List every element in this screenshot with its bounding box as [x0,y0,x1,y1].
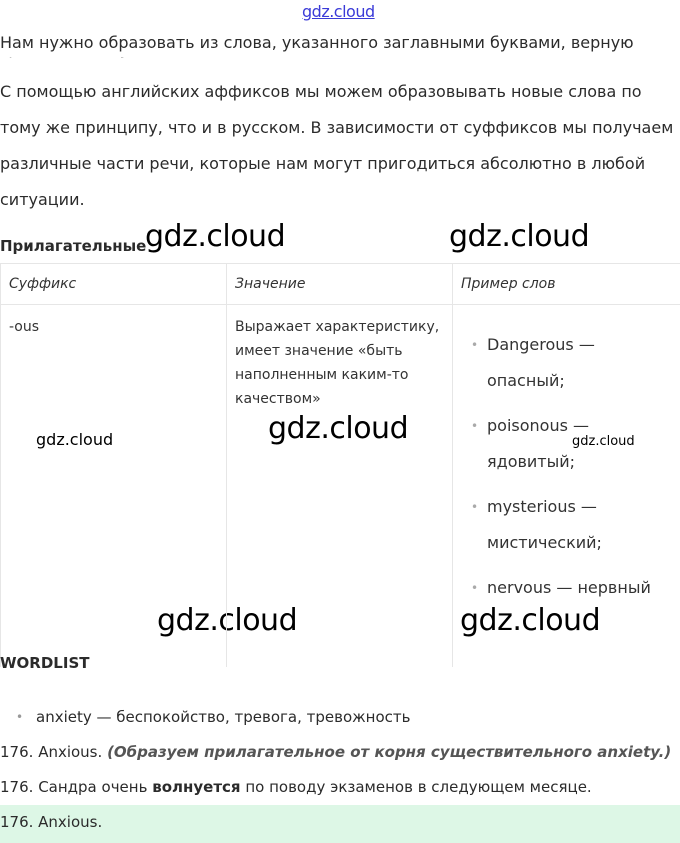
watermark: gdz.cloud [145,219,285,254]
cell-examples [453,305,680,668]
wordlist [0,700,410,734]
watermark: gdz.cloud [460,603,600,638]
header-suffix: Суффикс [1,264,227,305]
list-item: • anxiety — беспокойство, тревога, тревожность [0,700,410,734]
watermark: gdz.cloud [157,603,297,638]
list-item: • Dangerous — опасный; [461,327,673,399]
cell-suffix: -ous [1,305,227,668]
watermark-top-link[interactable]: gdz.cloud [302,2,375,21]
header-examples: Пример слов [453,264,680,305]
answer-explanation: (Образуем прилагательное от корня существительного anxiety.) [107,743,671,761]
answer-sentence [0,770,680,804]
header-meaning: Значение [227,264,453,305]
list-item: • poisonous — ядовитый; [461,408,673,480]
intro-text: Нам нужно образовать из слова, указанного заглавными буквами, верную [0,25,680,61]
final-answer: 176. Anxious. [0,805,680,843]
list-item: • nervous — нервный [461,570,673,606]
watermark: gdz.cloud [268,411,408,446]
body-paragraph: С помощью английских аффиксов мы можем образовывать новые слова по тому же принципу, что и в русском. В зависимости от суффиксов мы получаем различные части речи, которые нам могут пригодиться абсолютно в любой ситуации. [0,74,680,218]
table-row [1,305,680,668]
list-item: • mysterious — мистический; [461,489,673,561]
watermark: gdz.cloud [572,434,635,449]
intro-text-clipped [0,57,260,69]
sentence-highlight: волнуется [152,778,240,796]
watermark: gdz.cloud [449,219,589,254]
watermark: gdz.cloud [36,430,113,449]
answer-number: 176. [0,778,33,796]
answer-number: 176. [0,743,33,761]
suffix-table [0,263,680,667]
table-header-row [1,264,680,305]
section-heading-adjectives: Прилагательные [0,237,146,255]
answer-note [0,735,680,769]
answer-word: Anxious. [38,743,102,761]
example-list [461,327,673,606]
sentence-start: Сандра очень [38,778,147,796]
cell-meaning: Выражает характеристику, имеет значение «быть наполненным каким-то качеством» [227,305,453,668]
sentence-end: по поводу экзаменов в следующем месяце. [245,778,591,796]
section-heading-wordlist: WORDLIST [0,654,89,672]
